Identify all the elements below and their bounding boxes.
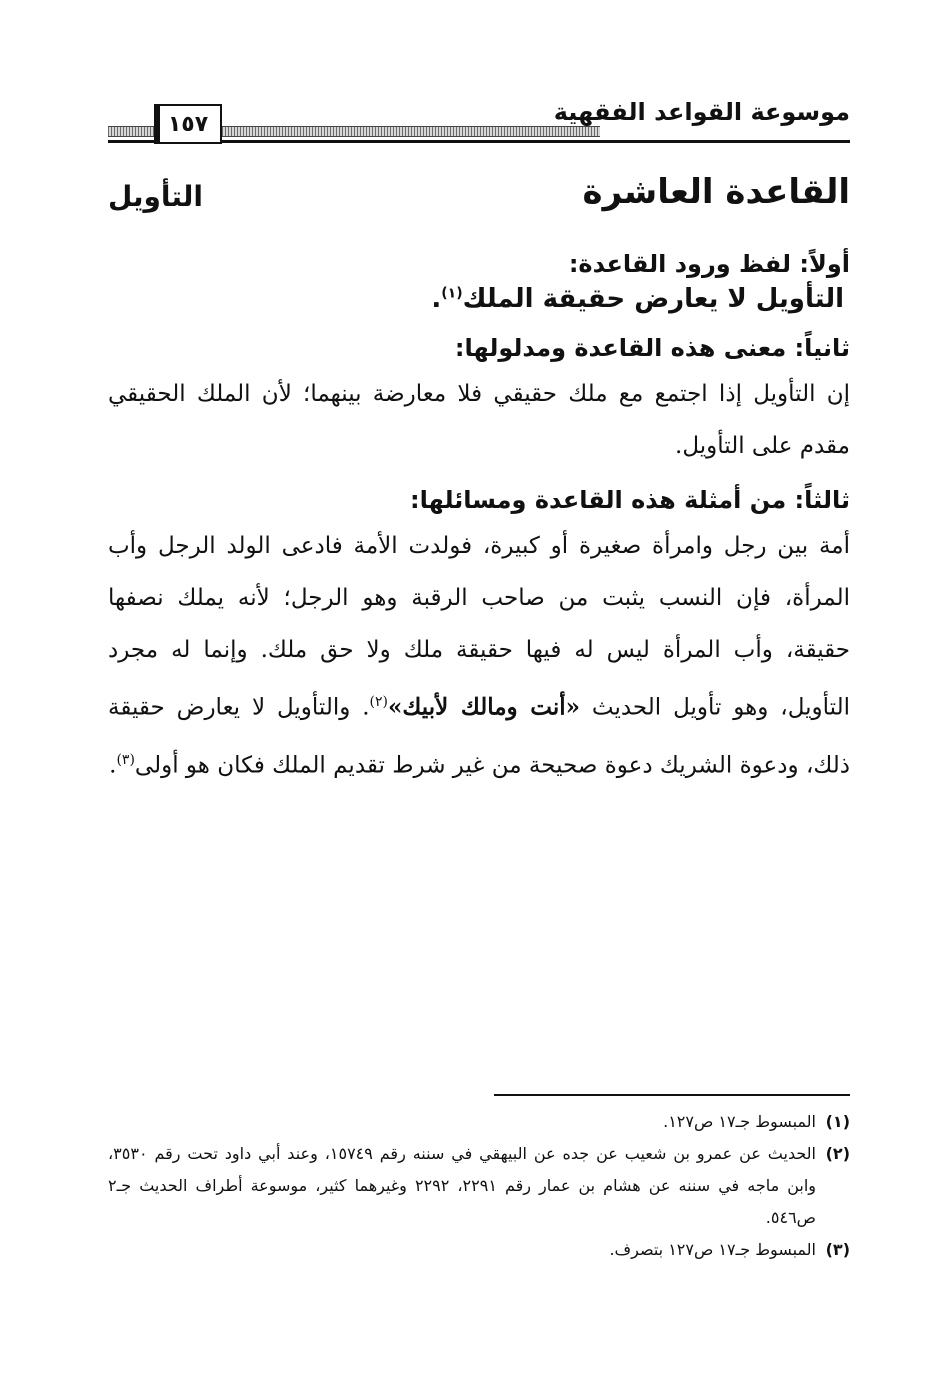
section-heading-meaning: ثانياً: معنى هذه القاعدة ومدلولها: <box>454 334 850 362</box>
rule-statement-text: التأويل لا يعارض حقيقة الملك <box>462 284 844 314</box>
section-heading-examples: ثالثاً: من أمثلة هذه القاعدة ومسائلها: <box>409 486 850 514</box>
footnote-number: (٢) <box>825 1144 850 1163</box>
rule-statement <box>108 284 850 314</box>
meaning-paragraph: إن التأويل إذا اجتمع مع ملك حقيقي فلا معارضة بينهما؛ لأن الملك الحقيقي مقدم على التأويل. <box>108 381 850 459</box>
example-text-end: . <box>109 752 117 779</box>
footnotes <box>108 1106 850 1266</box>
footnote-text: المبسوط جـ١٧ ص١٢٧. <box>663 1112 816 1131</box>
page-body <box>108 172 850 797</box>
hadith-quote: «أنت ومالك لأبيك» <box>388 693 580 721</box>
footnote-number: (١) <box>825 1112 850 1131</box>
footnote-1 <box>108 1106 850 1138</box>
page-header <box>108 92 850 148</box>
chapter-title: القاعدة العاشرة <box>582 172 850 212</box>
example-text-part1: أمة بين رجل وامرأة صغيرة أو كبيرة، فولدت الأمة فادعى الولد الرجل وأب المرأة، فإن النسب يثبت من صاحب الرقبة وهو الرجل؛ لأنه يملك نصفها حقيقة، وأب المرأة ليس له فيها حقيقة ملك ولا حق ملك. وإنما له مجرد التأويل، وهو تأويل الحديث <box>108 533 850 721</box>
examples-paragraph <box>108 520 850 791</box>
section-heading-wording: أولاً: لفظ ورود القاعدة: <box>568 250 850 278</box>
footnote-number: (٣) <box>825 1240 850 1259</box>
footnote-ref-2: (٢) <box>369 694 389 710</box>
running-title: موسوعة القواعد الفقهية <box>553 98 850 126</box>
footnote-text: المبسوط جـ١٧ ص١٢٧ بتصرف. <box>609 1240 816 1259</box>
footnote-text: الحديث عن عمرو بن شعيب عن جده عن البيهقي في سننه رقم ١٥٧٤٩، وعند أبي داود تحت رقم ٣٥٣٠، وابن ماجه في سننه عن هشام بن عمار رقم ٢٢٩١، ٢٢٩٢ وغيرهما كثير، موسوعة أطراف الحديث جـ٢ ص٥٤٦. <box>108 1144 817 1227</box>
footnote-3 <box>108 1234 850 1266</box>
chapter-keyword: التأويل <box>108 180 203 213</box>
footnote-ref-1: (١) <box>441 285 463 302</box>
footnote-2 <box>108 1138 850 1234</box>
example-text-part2: . والتأويل لا يعارض حقيقة ذلك، ودعوة الشريك دعوة صحيحة من غير شرط تقديم الملك فكان هو أولى <box>108 694 850 779</box>
footnote-ref-3: (٣) <box>116 751 135 768</box>
page-number: ١٥٧ <box>154 104 222 144</box>
footnote-separator <box>494 1094 850 1096</box>
rule-statement-end: . <box>431 284 442 314</box>
chapter-title-row <box>108 172 850 236</box>
